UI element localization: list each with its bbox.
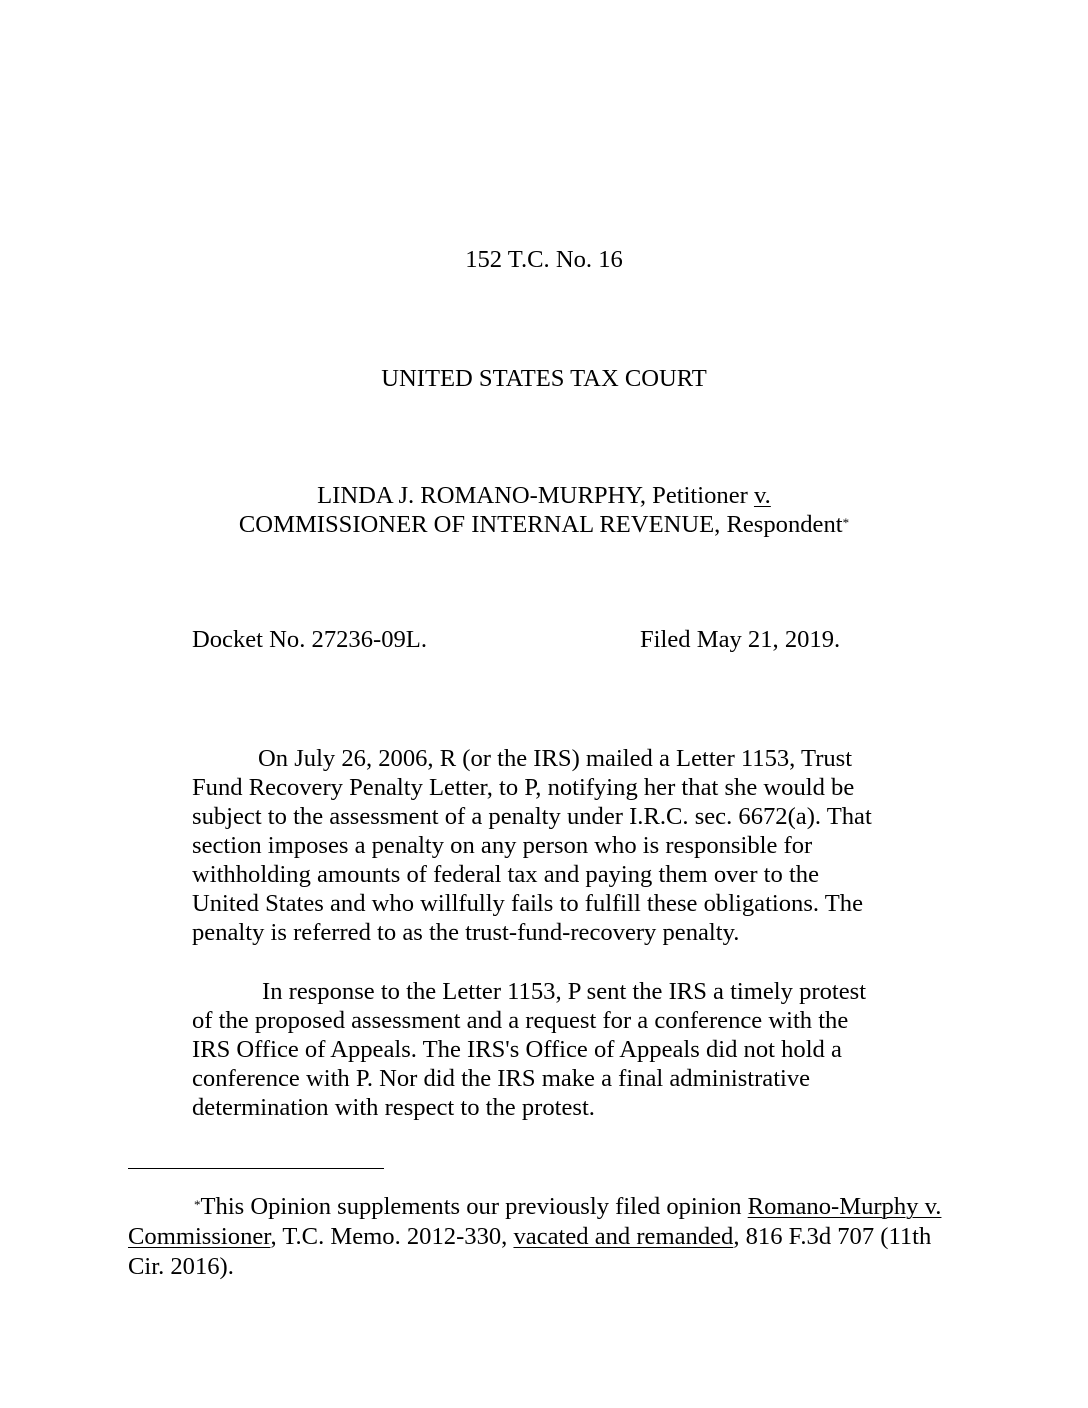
docket-number: Docket No. 27236-09L. [192,626,427,653]
syllabus-paragraph-2 [192,977,912,1122]
subsequent-history: vacated and remanded [513,1223,734,1250]
case-caption-petitioner [0,481,1088,510]
paragraph-line: United States and who willfully fails to fulfill these obligations. The [192,890,863,917]
footnote-line [128,1192,968,1222]
footnote-text: , 816 F.3d 707 (11th [733,1223,932,1250]
paragraph-line: IRS Office of Appeals. The IRS's Office of Appeals did not hold a [192,1036,842,1063]
paragraph-line: subject to the assessment of a penalty under I.R.C. sec. 6672(a). That [192,803,872,830]
case-citation: 152 T.C. No. 16 [465,246,623,273]
court-name: UNITED STATES TAX COURT [381,365,707,392]
filed-date: Filed May 21, 2019. [640,626,841,653]
footnote-mark: * [194,1197,201,1212]
paragraph-line: On July 26, 2006, R (or the IRS) mailed a Letter 1153, Trust [258,745,853,772]
versus-label: v. [753,482,771,509]
paragraph-line: Fund Recovery Penalty Letter, to P, notifying her that she would be [192,774,855,801]
respondent-name: COMMISSIONER OF INTERNAL REVENUE, Respondent [238,511,843,538]
footnote-text: This Opinion supplements our previously filed opinion [200,1193,748,1220]
case-name-continued: Commissioner [128,1223,271,1250]
case-caption-respondent [0,510,1088,539]
paragraph-line: withholding amounts of federal tax and paying them over to the [192,861,819,888]
footnote-text: , T.C. Memo. 2012-330, [270,1223,514,1250]
syllabus-paragraph-1 [192,744,912,947]
paragraph-line: conference with P. Nor did the IRS make a final administrative [192,1065,811,1092]
footnote-reference-mark: * [842,515,850,530]
paragraph-line: In response to the Letter 1153, P sent the IRS a timely protest [262,978,867,1005]
footnote [128,1192,968,1282]
paragraph-line: of the proposed assessment and a request for a conference with the [192,1007,849,1034]
petitioner-name: LINDA J. ROMANO-MURPHY, Petitioner [317,482,748,509]
paragraph-line: penalty is referred to as the trust-fund-recovery penalty. [192,919,740,946]
paragraph-line: section imposes a penalty on any person who is responsible for [192,832,813,859]
paragraph-line: determination with respect to the protest. [192,1094,595,1121]
footnote-line: Cir. 2016). [128,1253,234,1280]
case-name-link: Romano-Murphy v. [747,1193,942,1220]
footnote-divider [128,1168,384,1169]
footnote-line [128,1222,968,1252]
